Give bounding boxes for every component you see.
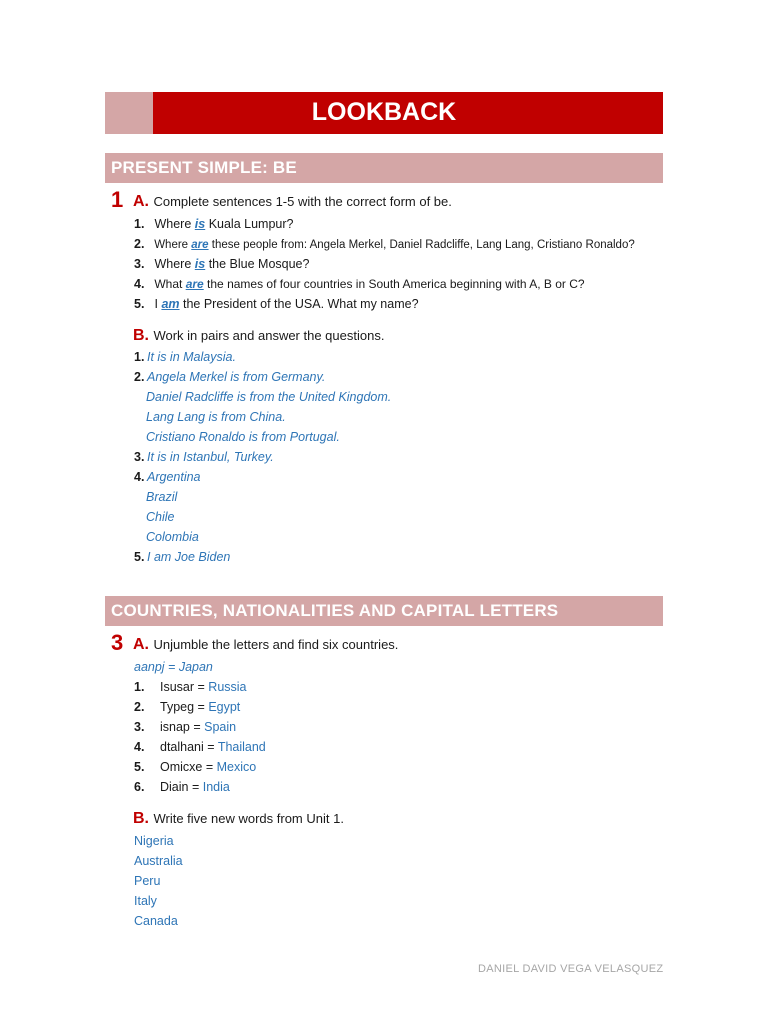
- answer: Russia: [208, 680, 247, 694]
- answer: is: [194, 257, 206, 271]
- part-a-3: [133, 636, 398, 654]
- part-b-1-answers: [134, 349, 391, 569]
- part-a-1: [133, 193, 452, 211]
- list-item: 4. dtalhani = Thailand: [134, 740, 266, 754]
- answer-line: 1. It is in Malaysia.: [134, 350, 236, 364]
- word-item: Nigeria: [134, 834, 174, 848]
- word-item: Australia: [134, 854, 183, 868]
- instruction: Unjumble the letters and find six countries.: [153, 637, 399, 652]
- answer: Mexico: [216, 760, 257, 774]
- answer-line: Colombia: [146, 530, 199, 544]
- answer-line: Brazil: [146, 490, 178, 504]
- list-item: 3. isnap = Spain: [134, 720, 237, 734]
- answer-line: Chile: [146, 510, 175, 524]
- list-item: 3. Where is the Blue Mosque?: [134, 257, 310, 271]
- answer-line: 3. It is in Istanbul, Turkey.: [134, 450, 274, 464]
- answer-line: Daniel Radcliffe is from the United Kingdom.: [146, 390, 392, 404]
- part-letter: A.: [133, 193, 149, 210]
- word-item: Italy: [134, 894, 157, 908]
- answer: India: [202, 780, 230, 794]
- part-b-3: [133, 810, 344, 828]
- answer: are: [185, 277, 204, 291]
- word-item: Peru: [134, 874, 161, 888]
- list-item: 5. Omicxe = Mexico: [134, 760, 257, 774]
- part-a-3-list: [134, 679, 266, 799]
- example-line: aanpj = Japan: [134, 660, 213, 674]
- part-a-1-list: [134, 216, 635, 316]
- part-b-3-words: [134, 833, 183, 933]
- part-letter: A.: [133, 636, 149, 653]
- instruction: Work in pairs and answer the questions.: [153, 328, 385, 343]
- part-letter: B.: [133, 327, 149, 344]
- title-accent-block: [105, 92, 153, 134]
- section-heading-present-simple: PRESENT SIMPLE: BE: [105, 153, 663, 183]
- part-b-1: [133, 327, 384, 345]
- instruction: Complete sentences 1-5 with the correct form of be.: [153, 194, 452, 209]
- exercise-number-3: 3: [111, 630, 124, 655]
- answer: Spain: [204, 720, 237, 734]
- list-item: 2. Where are these people from: Angela Merkel, Daniel Radcliffe, Lang Lang, Cristiano Ronaldo?: [134, 237, 635, 251]
- answer-line: Lang Lang is from China.: [146, 410, 286, 424]
- page-title: LOOKBACK: [311, 98, 457, 126]
- instruction: Write five new words from Unit 1.: [153, 811, 344, 826]
- list-item: 6. Diain = India: [134, 780, 230, 794]
- exercise-number-1: 1: [111, 187, 124, 212]
- answer: Egypt: [208, 700, 241, 714]
- answer-line: 4. Argentina: [134, 470, 201, 484]
- answer: are: [191, 239, 209, 251]
- word-item: Canada: [134, 914, 178, 928]
- list-item: 5. I am the President of the USA. What my name?: [134, 297, 419, 311]
- part-letter: B.: [133, 810, 149, 827]
- answer-line: 5. I am Joe Biden: [134, 550, 231, 564]
- list-item: 1. Where is Kuala Lumpur?: [134, 217, 294, 231]
- section-heading-countries: COUNTRIES, NATIONALITIES AND CAPITAL LETTERS: [105, 596, 663, 626]
- list-item: 1. Isusar = Russia: [134, 680, 247, 694]
- footer-author: DANIEL DAVID VEGA VELASQUEZ: [478, 963, 664, 975]
- answer: am: [161, 297, 180, 311]
- list-item: 2. Typeg = Egypt: [134, 700, 241, 714]
- answer-line: 2. Angela Merkel is from Germany.: [134, 370, 326, 384]
- answer: is: [194, 217, 206, 231]
- answer-line: Cristiano Ronaldo is from Portugal.: [146, 430, 340, 444]
- answer: Thailand: [217, 740, 266, 754]
- list-item: 4. What are the names of four countries in South America beginning with A, B or C?: [134, 277, 585, 291]
